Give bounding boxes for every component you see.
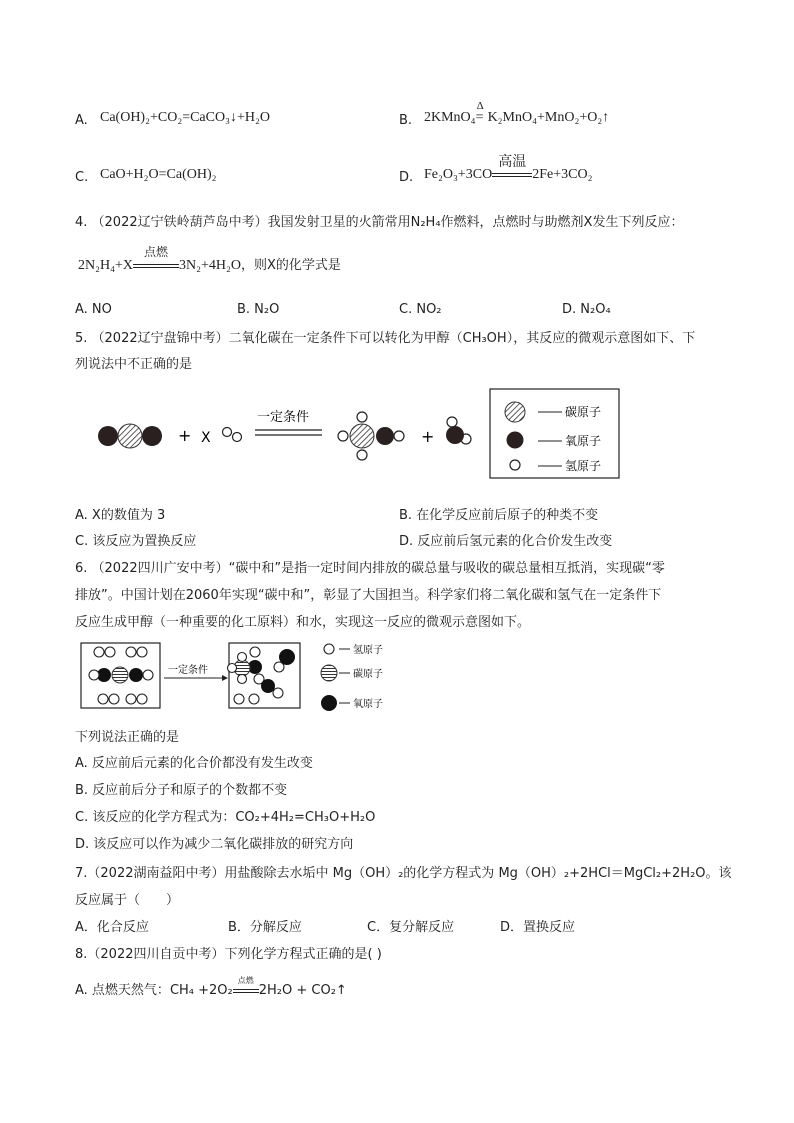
q6-legend-carbon [321, 665, 337, 681]
q6-legend-oxygen [321, 695, 337, 711]
q4-eq-left: 2N₂H₄+X [78, 258, 133, 273]
q3-option-c-equation: CaO+H₂O=Ca(OH)₂ [100, 167, 217, 182]
q6-option-b: B. 反应前后分子和原子的个数都不变 [75, 783, 288, 798]
q5-hydrogen-atom [357, 412, 367, 422]
q7-option-a: A．化合反应 [75, 920, 149, 935]
q3-d-right: 2Fe+3CO₂ [532, 167, 593, 182]
q5-hydrogen-atom [223, 428, 232, 437]
q6-stem-line3: 反应生成甲醇（一种重要的化工原料）和水，实现这一反应的微观示意图如下。 [75, 615, 531, 630]
q8-a-left: CH₄ +2O₂ [169, 983, 233, 998]
q4-option-a: A. NO [75, 302, 112, 317]
q5-oxygen-atom [376, 427, 394, 445]
q6-reaction-diagram [0, 640, 794, 720]
q6-condition: 一定条件 [168, 665, 208, 676]
q4-option-c: C. NO₂ [399, 302, 442, 317]
q6-legend-hydrogen [324, 644, 334, 654]
q5-plus-1: + [178, 426, 192, 445]
q6-legend-oxygen-label: 氧原子 [353, 699, 383, 710]
q5-stem-line2: 列说法中不正确的是 [75, 357, 193, 372]
q5-x-label: X [201, 430, 211, 446]
q7-option-c: C．复分解反应 [367, 920, 455, 935]
q7-option-b: B．分解反应 [228, 920, 302, 935]
q5-legend-carbon [505, 402, 525, 422]
q5-hydrogen-atom [394, 431, 404, 441]
q3-option-b-label: B. [399, 113, 413, 128]
q3-option-a-label: A. [75, 113, 88, 128]
q5-oxygen-atom [446, 426, 464, 444]
q5-hydrogen-atom [233, 433, 242, 442]
q3-option-d-equation [424, 154, 593, 183]
q3-option-a-equation: Ca(OH)₂+CO₂=CaCO₃↓+H₂O [100, 110, 270, 125]
q8-stem: 8.（2022四川自贡中考）下列化学方程式正确的是( ) [75, 947, 382, 962]
q3-option-c-label: C. [75, 170, 89, 185]
q6-question: 下列说法正确的是 [75, 730, 180, 745]
q3-option-b-equation: 2KMnO₄ Δ = K₂MnO₄+MnO₂+O₂↑ [424, 100, 610, 125]
q7-option-d: D．置换反应 [500, 920, 576, 935]
q7-stem-line1: 7.（2022湖南益阳中考）用盐酸除去水垢中 Mg（OH）₂的化学方程式为 Mg（OH）₂+2HCl＝MgCl₂+2H₂O。该 [75, 866, 732, 881]
q6-option-a: A. 反应前后元素的化合价都没有发生改变 [75, 756, 313, 771]
q8-option-a [75, 975, 347, 998]
q5-legend-hydrogen-label: 氢原子 [565, 459, 602, 473]
q6-stem-line1: 6. （2022四川广安中考）“碳中和”是指一定时间内排放的碳总量与吸收的碳总量相互抵消，实现碳“零 [75, 561, 665, 576]
q3-b-condition: Δ [476, 100, 484, 112]
q5-carbon-atom [350, 424, 374, 448]
q5-hydrogen-atom [357, 450, 367, 460]
q8-a-right: 2H₂O + CO₂↑ [258, 983, 347, 998]
q5-hydrogen-atom [338, 431, 348, 441]
q5-stem-line1: 5. （2022辽宁盘锦中考）二氧化碳在一定条件下可以转化为甲醇（CH₃OH），其反应的微观示意图如下、下 [75, 331, 696, 346]
q5-oxygen-atom [98, 426, 118, 446]
q5-plus-2: + [421, 427, 435, 446]
q5-condition: 一定条件 [257, 410, 310, 425]
q4-option-b: B. N₂O [237, 302, 280, 317]
q5-oxygen-atom [142, 426, 162, 446]
q6-legend-hydrogen-label: 氢原子 [353, 645, 383, 656]
q3-d-left: Fe₂O₃+3CO [424, 167, 493, 182]
q3-d-condition: 高温 [498, 154, 527, 170]
q6-legend-carbon-label: 碳原子 [353, 669, 383, 680]
q5-option-d: D. 反应前后氢元素的化合价发生改变 [399, 534, 613, 549]
q5-hydrogen-atom [447, 417, 457, 427]
q8-a-condition: 点燃 [237, 975, 254, 985]
q5-carbon-atom [118, 424, 142, 448]
q4-option-d: D. N₂O₄ [562, 302, 611, 317]
q5-reaction-diagram [0, 385, 794, 505]
q4-stem: 4. （2022辽宁铁岭葫芦岛中考）我国发射卫星的火箭常用N₂H₄作燃料，点燃时与助燃剂X发生下列反应： [75, 215, 684, 230]
q4-eq-condition: 点燃 [143, 244, 168, 259]
q6-option-d: D. 该反应可以作为减少二氧化碳排放的研究方向 [75, 837, 354, 852]
q6-stem-line2: 排放”。中国计划在2060年实现“碳中和”，彰显了大国担当。科学家们将二氧化碳和氢气在一定条件下 [75, 588, 662, 603]
q8-a-label: A. 点燃天然气： [75, 983, 170, 998]
q5-legend-oxygen [507, 432, 524, 449]
q3-option-d-label: D. [399, 170, 414, 185]
q5-option-c: C. 该反应为置换反应 [75, 534, 197, 549]
q5-legend-carbon-label: 碳原子 [565, 405, 602, 419]
q5-legend-oxygen-label: 氧原子 [565, 434, 602, 448]
q5-option-b: B. 在化学反应前后原子的种类不变 [399, 508, 599, 523]
q3-b-right: K₂MnO₄+MnO₂+O₂↑ [487, 110, 610, 125]
q5-option-a: A. X的数值为 3 [75, 508, 166, 523]
q4-eq-right: 3N₂+4H₂O [179, 258, 241, 273]
q3-b-left: 2KMnO₄ [424, 110, 476, 125]
q4-equation [78, 244, 341, 274]
q7-stem-line2: 反应属于（ ） [75, 893, 180, 908]
q4-eq-tail: ，则X的化学式是 [241, 258, 341, 273]
q5-legend-hydrogen [510, 460, 520, 470]
q6-option-c: C. 该反应的化学方程式为：CO₂+4H₂=CH₃O+H₂O [75, 810, 376, 825]
